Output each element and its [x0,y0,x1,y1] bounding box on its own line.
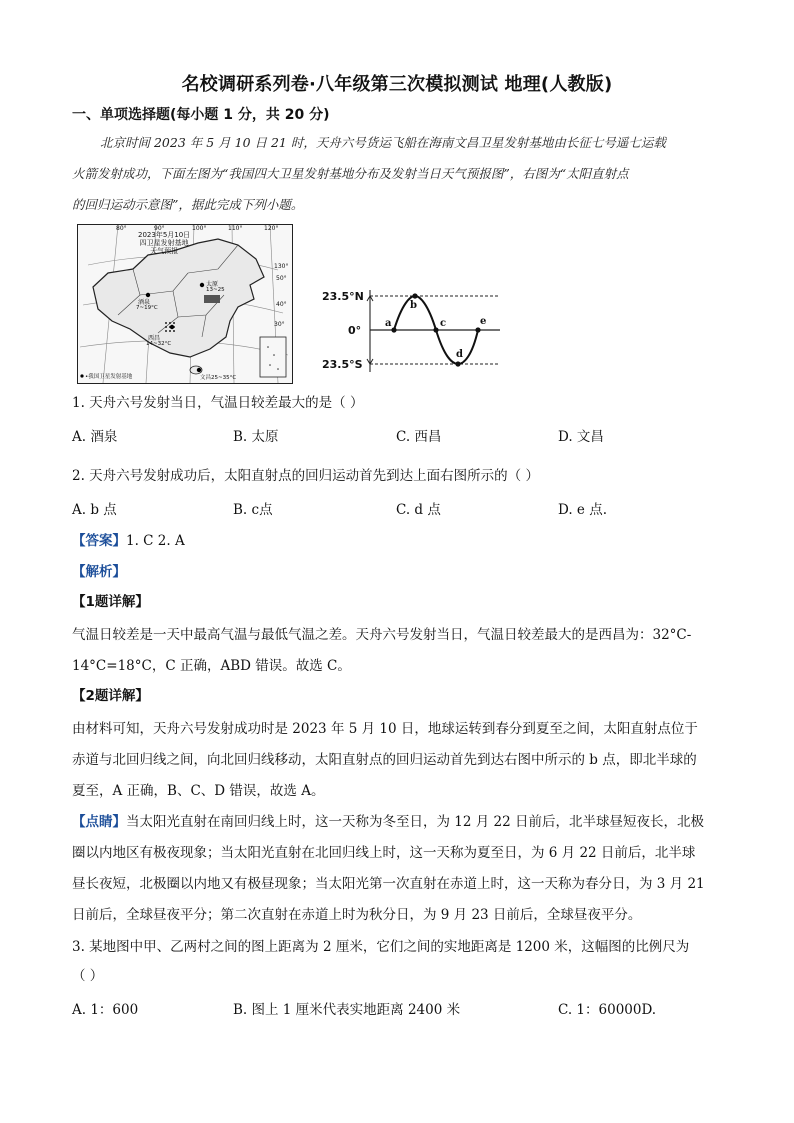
detail-1-line-1: 气温日较差是一天中最高气温与最低气温之差。天舟六号发射当日，气温日较差最大的是西昌为：32°C- [72,627,692,643]
answer-value: 1. C 2. A [126,533,185,549]
tip-line-1 [72,807,732,838]
q1-option-b[interactable]: B. 太原 [233,429,279,445]
lon-label-110: 110° [228,225,243,232]
point-e-label: e [480,316,487,327]
lat-label-23-5s: 23.5°S [322,358,363,371]
sun-direct-point-diagram [318,282,508,382]
answer-tag: 【答案】 [72,533,126,549]
lon-label-100: 100° [192,225,207,232]
q1-option-d[interactable]: D. 文昌 [558,429,604,445]
q2-option-d[interactable]: D. e 点. [558,502,607,518]
q1-option-a[interactable]: A. 酒泉 [72,429,118,445]
q2-option-b[interactable]: B. c点 [233,502,273,518]
tip-first-text: 当太阳光直射在南回归线上时，这一天称为冬至日，为 12 月 22 日前后，北半球昼短夜长，北极 [126,814,705,830]
label-taiyuan: 太原 [206,281,219,288]
label-xichang: 西昌 [148,335,161,342]
question-2: 2. 天舟六号发射成功后，太阳直射点的回归运动首先到达上面右图所示的（ ） [72,468,539,484]
lon-label-120: 120° [264,225,279,232]
lat-label-30: 30° [274,321,285,328]
lat-label-equator: 0° [348,324,362,337]
lon-label-130: 130° [274,263,289,270]
q3-option-b[interactable]: B. 图上 1 厘米代表实地距离 2400 米 [233,1002,461,1018]
analysis-tag: 【解析】 [72,564,126,580]
point-a-label: a [385,318,392,329]
q2-option-c[interactable]: C. d 点 [396,502,441,518]
question-3: 3. 某地图中甲、乙两村之间的图上距离为 2 厘米，它们之间的实地距离是 1200 米，这幅图的比例尺为 [72,939,690,955]
detail-2-tag: 【2题详解】 [72,688,149,704]
label-jiuquan: 酒泉 [138,299,151,306]
map-legend: •我国卫星发射基地 [85,374,133,380]
detail-2-line-2: 赤道与北回归线之间，向北回归线移动，太阳直射点的回归运动首先到达右图中所示的 b 点，即北半球的 [72,752,697,768]
intro-line-2: 火箭发射成功，下面左图为“我国四大卫星发射基地分布及发射当日天气预报图”，右图为“太阳直射点 [72,166,629,181]
point-c-label: c [440,318,447,329]
tip-tag: 【点睛】 [72,814,126,830]
label-xichang-temp: 14~32°C [146,341,172,347]
q3-option-c[interactable]: C. 1：60000D. [558,1002,657,1018]
q1-option-c[interactable]: C. 西昌 [396,429,442,445]
page-title: 名校调研系列卷·八年级第三次模拟测试 地理(人教版) [181,74,613,95]
lat-label-23-5n: 23.5°N [322,290,364,303]
map-title-line-2: 四卫星发射基地 [139,239,189,247]
detail-2-line-3: 夏至，A 正确，B、C、D 错误，故选 A。 [72,783,325,799]
q3-option-a[interactable]: A. 1：600 [72,1002,139,1018]
tip-line-3: 昼长夜短，北极圈以内地又有极昼现象；当太阳光第一次直射在赤道上时，这一天称为春分日，为 3 月 21 [72,876,705,892]
answer-row [72,529,185,549]
section-heading: 一、单项选择题(每小题 1 分，共 20 分) [72,107,330,123]
label-taiyuan-temp: 13~25 [206,287,225,293]
map-title-line-3: 天气预报 [150,247,179,255]
lat-label-40: 40° [276,301,287,308]
tip-line-4: 日前后，全球昼夜平分；第二次直射在赤道上时为秋分日，为 9 月 23 日前后，全球昼夜平分。 [72,907,642,923]
point-d-label: d [456,349,463,360]
lon-label-80: 80° [116,225,127,232]
detail-1-line-2: 14°C=18°C，C 正确，ABD 错误。故选 C。 [72,658,351,674]
intro-line-1: 北京时间 2023 年 5 月 10 日 21 时，天舟六号货运飞船在海南文昌卫星发射基地由长征七号遥七运载 [100,135,666,150]
detail-2-line-1: 由材料可知，天舟六号发射成功时是 2023 年 5 月 10 日，地球运转到春分到夏至之间，太阳直射点位于 [72,721,698,737]
detail-1-tag: 【1题详解】 [72,594,149,610]
label-wenchang-temp: 文昌25~35°C [200,375,237,381]
lat-label-50: 50° [276,275,287,282]
lon-label-90: 90° [154,225,165,232]
launch-base-weather-map [77,224,293,384]
intro-line-3: 的回归运动示意图”，据此完成下列小题。 [72,197,304,212]
point-b-label: b [410,300,417,311]
question-3-bracket: （ ） [72,968,104,984]
question-1: 1. 天舟六号发射当日，气温日较差最大的是（ ） [72,395,364,411]
map-title-line-1: 2023年5月10日 [138,231,191,239]
q2-option-a[interactable]: A. b 点 [72,502,117,518]
tip-line-2: 圈以内地区有极夜现象；当太阳光直射在北回归线上时，这一天称为夏至日，为 6 月 22 日前后，北半球 [72,845,696,861]
label-jiuquan-temp: 7~19°C [136,305,158,311]
